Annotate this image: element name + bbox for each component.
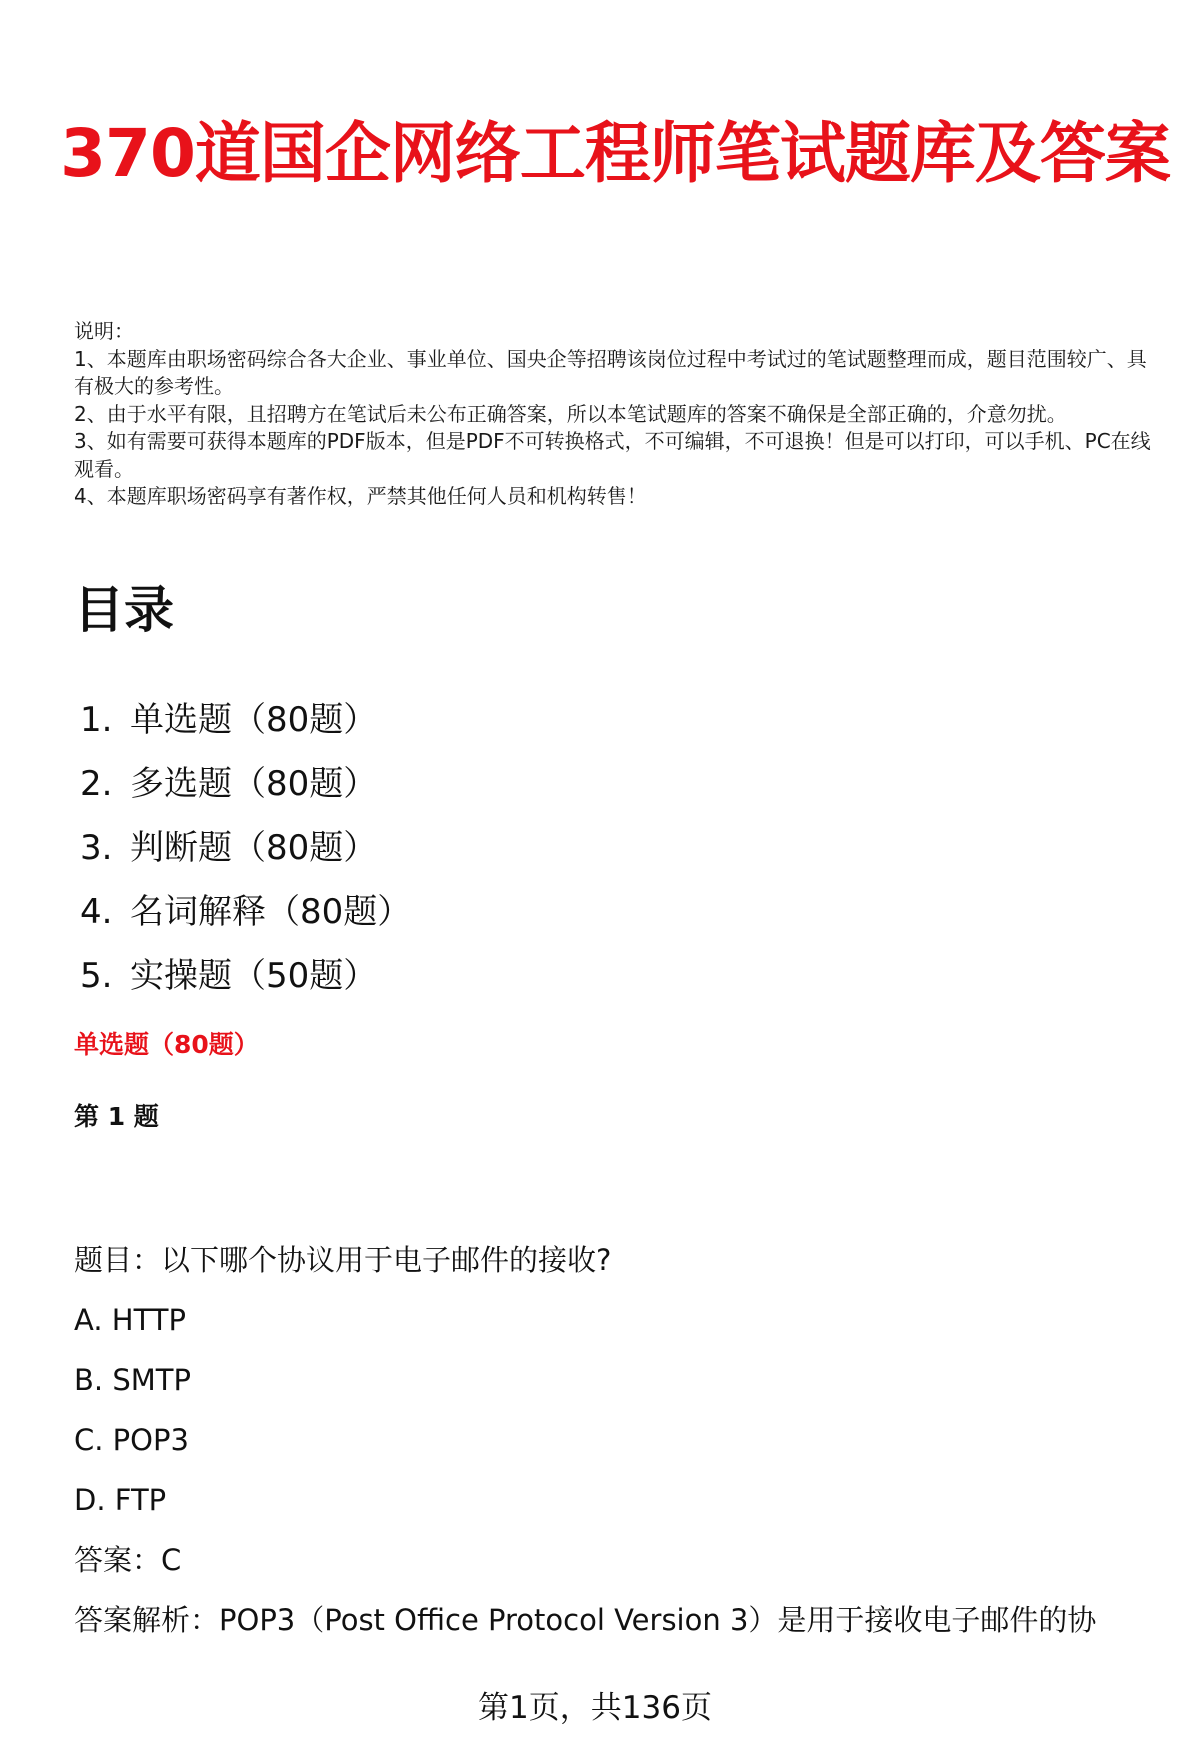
toc-item-label: 多选题（80题） — [130, 764, 378, 804]
toc-item-number: 1. — [80, 700, 113, 740]
toc-item[interactable] — [80, 944, 411, 1008]
document-title: 370道国企网络工程师笔试题库及答案 — [60, 115, 1170, 192]
toc-item-number: 2. — [80, 764, 113, 804]
table-of-contents — [80, 688, 411, 1008]
toc-item[interactable] — [80, 752, 411, 816]
option-a: A. HTTP — [74, 1303, 186, 1337]
toc-item-label: 单选题（80题） — [130, 700, 378, 740]
answer: 答案：C — [74, 1543, 182, 1577]
toc-item-number: 3. — [80, 828, 113, 868]
toc-item-number: 5. — [80, 956, 113, 996]
toc-item[interactable] — [80, 688, 411, 752]
note-item: 3、如有需要可获得本题库的PDF版本，但是PDF不可转换格式，不可编辑，不可退换！但是可以打印，可以手机、PC在线观看。 — [74, 429, 1151, 481]
note-item: 2、由于水平有限，且招聘方在笔试后未公布正确答案，所以本笔试题库的答案不确保是全部正确的，介意勿扰。 — [74, 401, 1067, 426]
option-b: B. SMTP — [74, 1363, 191, 1397]
page-footer: 第1页，共136页 — [478, 1690, 712, 1726]
toc-heading: 目录 — [74, 581, 174, 639]
notes-block — [74, 318, 1154, 511]
toc-item[interactable] — [80, 816, 411, 880]
question-block — [74, 1240, 1154, 1660]
answer-explanation: 答案解析：POP3（Post Office Protocol Version 3）是用于接收电子邮件的协 — [74, 1603, 1097, 1637]
toc-item-label: 名词解释（80题） — [130, 892, 412, 932]
question-number: 第 1 题 — [74, 1102, 159, 1131]
toc-item-label: 实操题（50题） — [130, 956, 378, 996]
toc-item[interactable] — [80, 880, 411, 944]
note-item: 4、本题库职场密码享有著作权，严禁其他任何人员和机构转售！ — [74, 484, 647, 508]
note-item: 1、本题库由职场密码综合各大企业、事业单位、国央企等招聘该岗位过程中考试过的笔试题整理而成，题目范围较广、具有极大的参考性。 — [74, 346, 1147, 398]
option-d: D. FTP — [74, 1483, 167, 1517]
section-title: 单选题（80题） — [74, 1030, 259, 1059]
question-stem: 题目：以下哪个协议用于电子邮件的接收? — [74, 1243, 612, 1277]
option-c: C. POP3 — [74, 1423, 189, 1457]
toc-item-number: 4. — [80, 892, 113, 932]
toc-item-label: 判断题（80题） — [130, 828, 378, 868]
notes-heading: 说明： — [74, 319, 134, 343]
